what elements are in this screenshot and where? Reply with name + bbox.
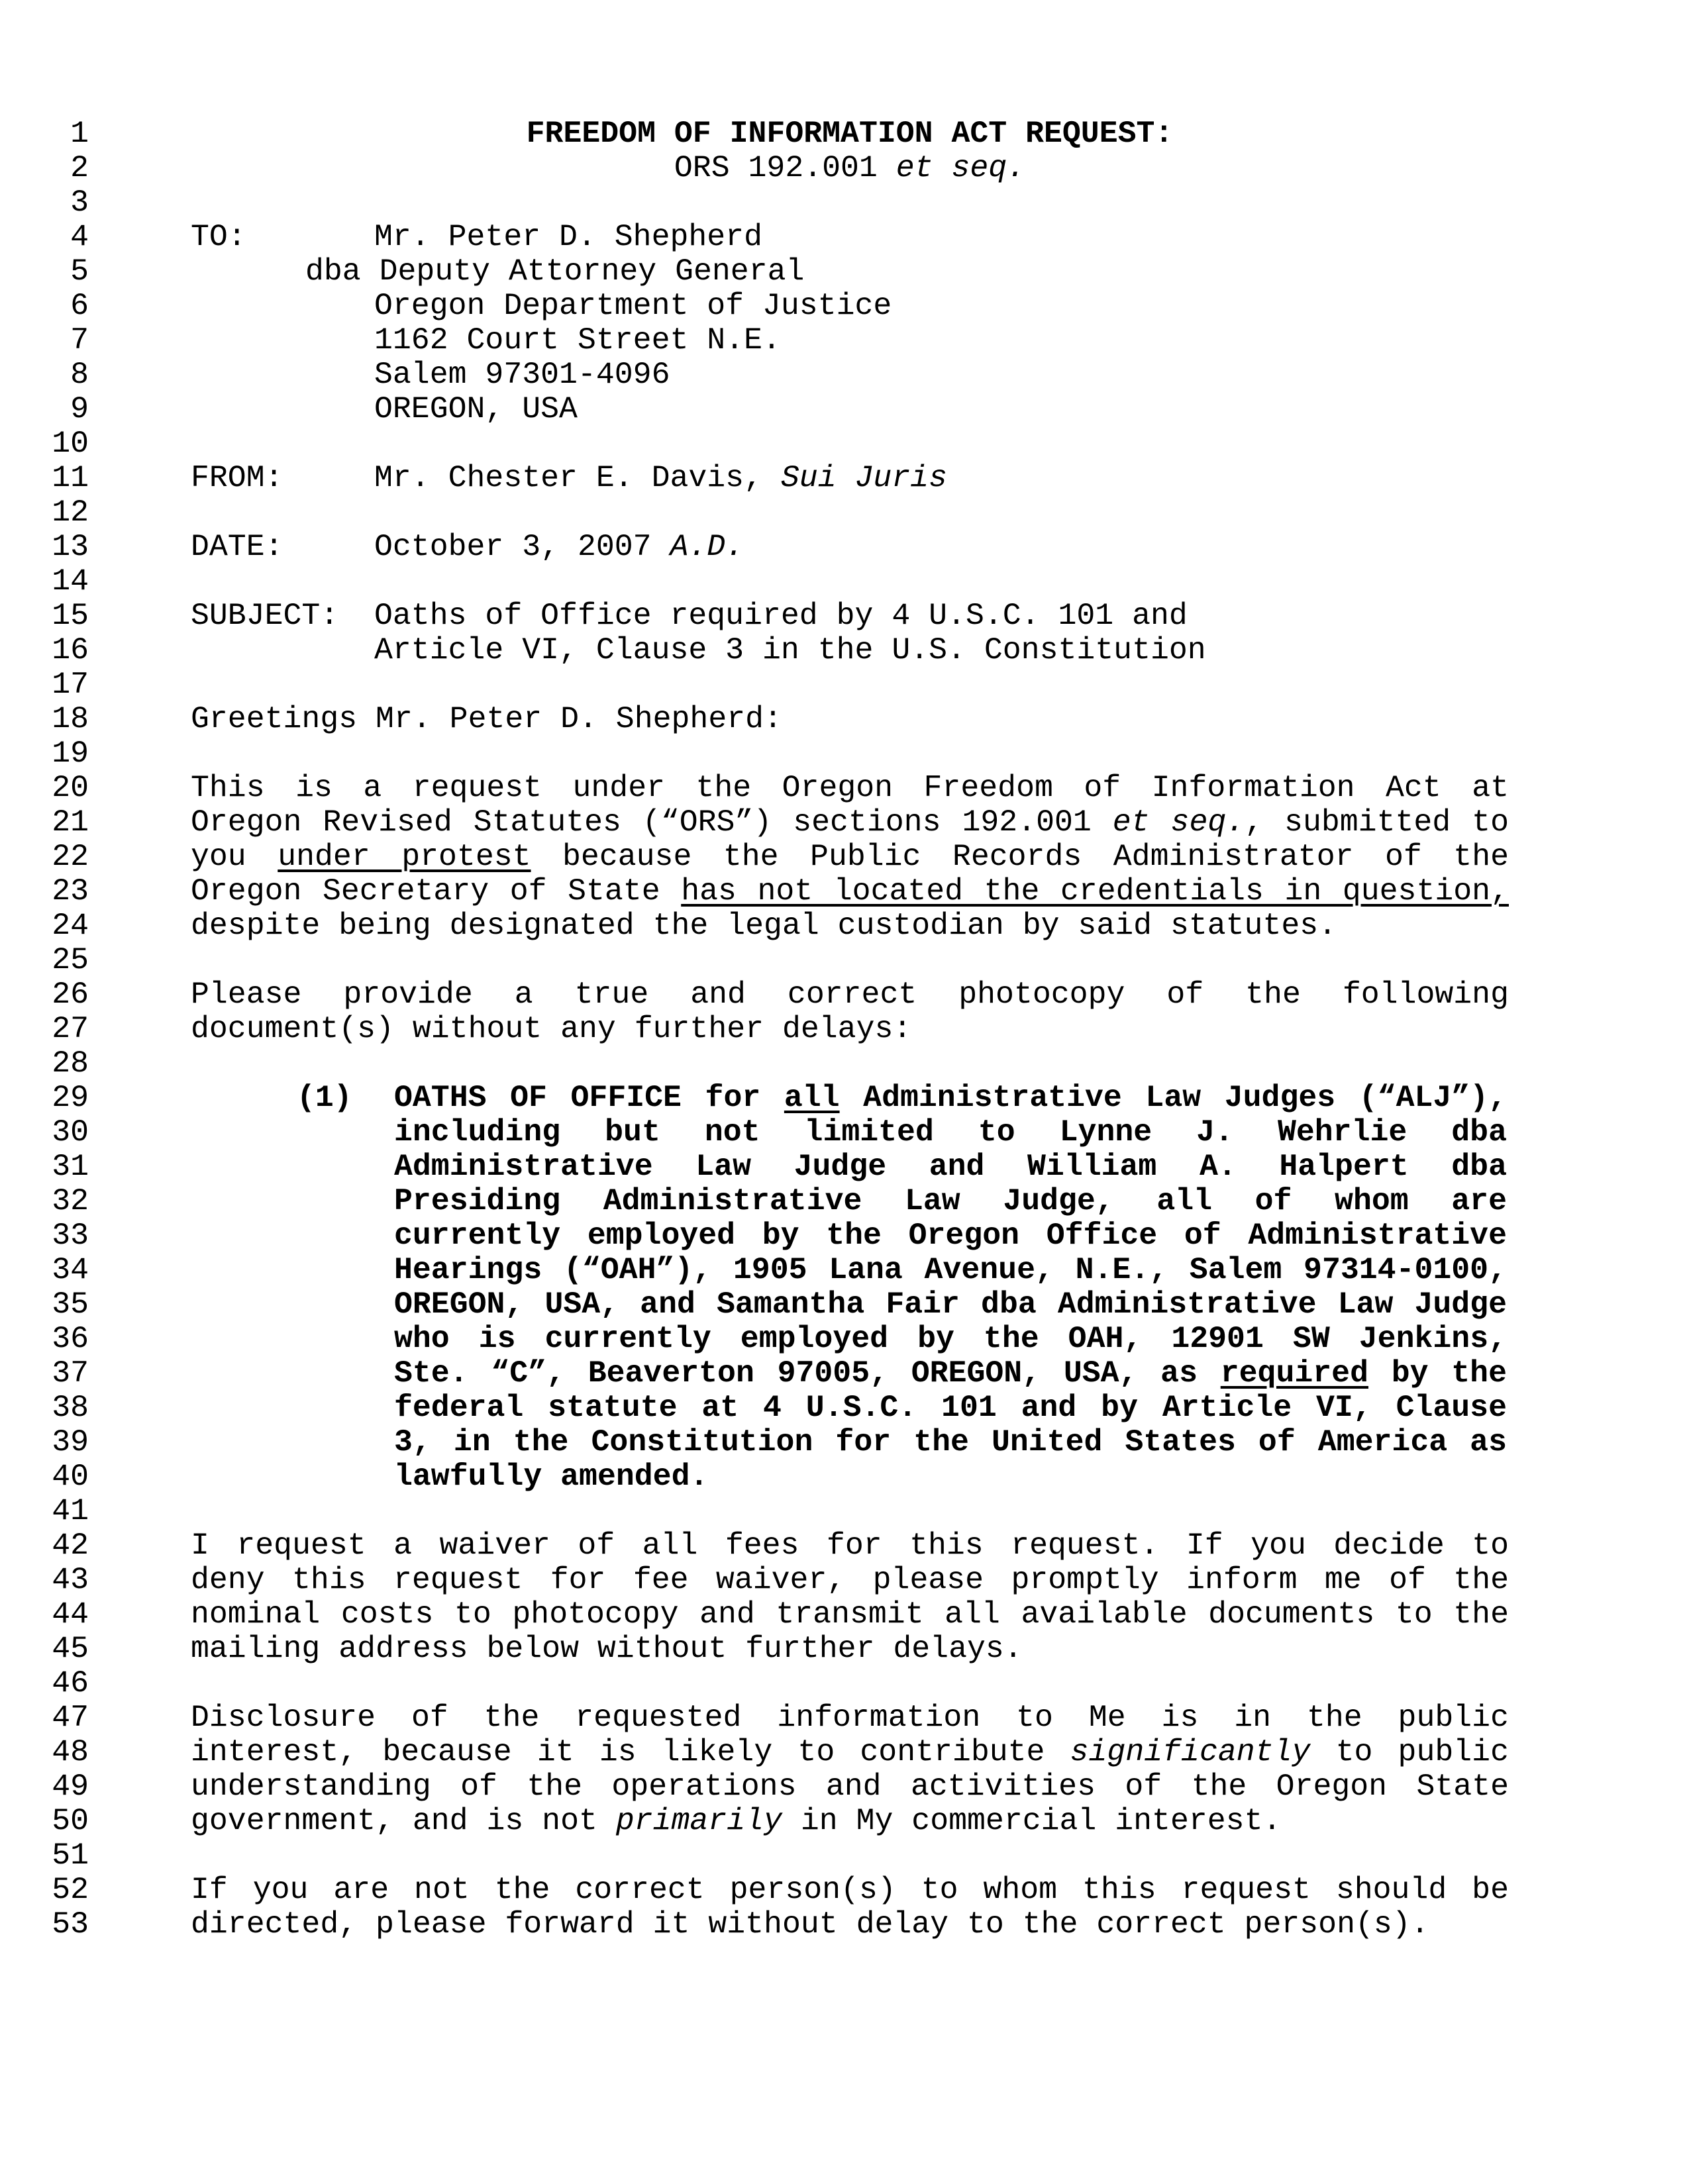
line-number: 12 (52, 495, 89, 530)
text-segment: Oregon Secretary of State (191, 873, 682, 909)
doc-line-50 (191, 1804, 1509, 1838)
subject-cont-row (374, 633, 1206, 668)
text-segment: I request a waiver of all fees for this request. If you decide to (191, 1528, 1509, 1563)
text-segment: directed, please forward it without delay to the correct person(s). (191, 1907, 1429, 1942)
doc-line-39 (394, 1425, 1507, 1460)
date-row (191, 530, 1509, 564)
doc-line-30 (394, 1115, 1507, 1150)
text-segment: Mr. Chester E. Davis, (374, 460, 781, 495)
line-number: 5 (70, 254, 89, 289)
line-number: 14 (52, 564, 89, 599)
line-number: 29 (52, 1080, 89, 1115)
field-label: SUBJECT: (191, 598, 339, 633)
line-number: 47 (52, 1700, 89, 1735)
text-segment: interest, because it is likely to contribute (191, 1734, 1070, 1769)
line-number: 43 (52, 1562, 89, 1597)
item-number: (1) (297, 1080, 352, 1115)
recipient-dba-row (305, 254, 804, 289)
text-segment: Oregon Revised Statutes (“ORS”) sections 192.001 (191, 805, 1113, 840)
line-number: 37 (52, 1356, 89, 1391)
italic-text: A.D. (670, 529, 744, 564)
line-number: 3 (70, 185, 89, 220)
text-segment: October 3, 2007 (374, 529, 670, 564)
field-label: TO: (191, 219, 246, 254)
text-segment: OREGON, USA (374, 391, 578, 426)
line-number: 21 (52, 805, 89, 840)
text-segment: mailing address below without further delays. (191, 1631, 1023, 1666)
text-segment: , submitted to (1245, 805, 1509, 840)
line-number: 35 (52, 1287, 89, 1322)
doc-line-24 (191, 909, 1509, 943)
text-segment: Oregon Department of Justice (374, 288, 892, 323)
line-number: 19 (52, 736, 89, 771)
text-segment: FREEDOM OF INFORMATION ACT REQUEST: (526, 116, 1174, 151)
doc-line-20 (191, 771, 1509, 805)
line-number: 40 (52, 1459, 89, 1494)
line-number: 22 (52, 839, 89, 874)
doc-line-26 (191, 977, 1509, 1012)
doc-line-53 (191, 1907, 1509, 1942)
doc-line-32 (394, 1184, 1507, 1218)
line-number: 27 (52, 1011, 89, 1046)
line-number: 24 (52, 908, 89, 943)
doc-line-45 (191, 1632, 1509, 1666)
line-number: 52 (52, 1872, 89, 1907)
underlined-text: under protest (278, 839, 531, 874)
text-segment: Greetings Mr. Peter D. Shepherd: (191, 701, 782, 736)
line-number: 15 (52, 598, 89, 633)
line-number: 48 (52, 1734, 89, 1769)
text-segment: by the (1368, 1356, 1507, 1391)
text-segment: Administrative Law Judge and William A. Halpert dba (394, 1149, 1507, 1184)
italic-text: et seq. (1112, 805, 1245, 840)
text-segment: Please provide a true and correct photocopy of the following (191, 977, 1509, 1012)
doc-line-31 (394, 1150, 1507, 1184)
doc-line-21 (191, 805, 1509, 840)
line-number: 28 (52, 1046, 89, 1081)
text-segment: OATHS OF OFFICE for (394, 1080, 784, 1115)
line-number: 7 (70, 323, 89, 358)
line-number: 53 (52, 1907, 89, 1942)
line-number: 42 (52, 1528, 89, 1563)
line-number: 46 (52, 1665, 89, 1701)
title-line (191, 117, 1509, 151)
text-segment: OREGON, USA, and Samantha Fair dba Administrative Law Judge (394, 1287, 1507, 1322)
text-segment: Ste. “C”, Beaverton 97005, OREGON, USA, as (394, 1356, 1221, 1391)
field-value (374, 220, 762, 254)
line-number: 17 (52, 667, 89, 702)
line-number: 36 (52, 1321, 89, 1356)
text-segment: Administrative Law Judges (“ALJ”), (839, 1080, 1507, 1115)
line-number: 38 (52, 1390, 89, 1425)
doc-line-33 (394, 1218, 1507, 1253)
line-number: 44 (52, 1597, 89, 1632)
text-segment: dba Deputy Attorney General (305, 254, 805, 289)
text-segment: federal statute at 4 U.S.C. 101 and by Article VI, Clause (394, 1390, 1507, 1425)
recipient-city-row (374, 358, 670, 392)
text-segment: you (191, 839, 278, 874)
doc-line-47 (191, 1701, 1509, 1735)
recipient-dept-row (374, 289, 892, 323)
text-segment: 3, in the Constitution for the United States of America as (394, 1424, 1507, 1460)
text-segment: document(s) without any further delays: (191, 1011, 912, 1046)
text-segment: deny this request for fee waiver, please promptly inform me of the (191, 1562, 1509, 1597)
line-number: 45 (52, 1631, 89, 1666)
doc-line-22 (191, 840, 1509, 874)
field-value (374, 530, 744, 564)
field-value (374, 461, 947, 495)
text-segment: If you are not the correct person(s) to whom this request should be (191, 1872, 1509, 1907)
text-segment: lawfully amended. (394, 1459, 709, 1494)
italic-text: Sui Juris (780, 460, 948, 495)
line-number: 32 (52, 1183, 89, 1218)
italic-text: significantly (1070, 1734, 1311, 1769)
doc-line-34 (394, 1253, 1507, 1287)
line-number: 11 (52, 460, 89, 495)
line-number: 13 (52, 529, 89, 564)
doc-line-36 (394, 1322, 1507, 1356)
line-number: 4 (70, 219, 89, 254)
line-number: 49 (52, 1769, 89, 1804)
salutation-row (191, 702, 1509, 736)
subject-row (191, 599, 1509, 633)
line-number: 34 (52, 1252, 89, 1287)
text-segment: Hearings (“OAH”), 1905 Lana Avenue, N.E., Salem 97314-0100, (394, 1252, 1507, 1287)
line-number: 30 (52, 1115, 89, 1150)
text-segment: ORS 192.001 (674, 150, 896, 185)
line-number: 26 (52, 977, 89, 1012)
doc-line-38 (394, 1391, 1507, 1425)
doc-line-27 (191, 1012, 1509, 1046)
line-number: 1 (70, 116, 89, 151)
field-value (374, 599, 1188, 633)
line-number: 33 (52, 1218, 89, 1253)
line-number: 51 (52, 1838, 89, 1873)
line-number: 9 (70, 391, 89, 426)
italic-text: primarily (615, 1803, 782, 1838)
text-segment: who is currently employed by the OAH, 12901 SW Jenkins, (394, 1321, 1507, 1356)
line-number: 18 (52, 701, 89, 736)
line-number: 41 (52, 1493, 89, 1528)
line-number: 6 (70, 288, 89, 323)
underlined-text: has not located the credentials in question, (681, 873, 1509, 909)
underlined-text: all (784, 1080, 840, 1115)
text-segment: This is a request under the Oregon Freedom of Information Act at (191, 770, 1509, 805)
doc-line-52 (191, 1873, 1509, 1907)
text-segment: to public (1310, 1734, 1509, 1769)
text-segment: Article VI, Clause 3 in the U.S. Constitution (374, 632, 1206, 668)
line-number: 39 (52, 1424, 89, 1460)
doc-line-23 (191, 874, 1509, 909)
text-segment: in My commercial interest. (782, 1803, 1282, 1838)
italic-text: et seq. (896, 150, 1026, 185)
subtitle-line (191, 151, 1509, 185)
text-segment: government, and is not (191, 1803, 616, 1838)
doc-line-43 (191, 1563, 1509, 1597)
line-number: 2 (70, 150, 89, 185)
field-label: FROM: (191, 460, 283, 495)
doc-line-42 (191, 1528, 1509, 1563)
line-number: 50 (52, 1803, 89, 1838)
line-number: 25 (52, 942, 89, 977)
doc-line-49 (191, 1769, 1509, 1804)
recipient-street-row (374, 323, 781, 358)
text-segment: because the Public Records Administrator of the (531, 839, 1509, 874)
line-number: 23 (52, 873, 89, 909)
doc-line-37 (394, 1356, 1507, 1391)
text-segment: Presiding Administrative Law Judge, all of whom are (394, 1183, 1507, 1218)
text-segment: 1162 Court Street N.E. (374, 323, 781, 358)
doc-line-35 (394, 1287, 1507, 1322)
text-segment: despite being designated the legal custodian by said statutes. (191, 908, 1337, 943)
line-number: 20 (52, 770, 89, 805)
doc-line-48 (191, 1735, 1509, 1769)
line-number: 16 (52, 632, 89, 668)
text-segment: understanding of the operations and activities of the Oregon State (191, 1769, 1509, 1804)
item-1-row (297, 1080, 1507, 1115)
text-segment: nominal costs to photocopy and transmit all available documents to the (191, 1597, 1509, 1632)
text-segment: currently employed by the Oregon Office of Administrative (394, 1218, 1507, 1253)
line-number: 8 (70, 357, 89, 392)
line-number: 31 (52, 1149, 89, 1184)
underlined-text: required (1220, 1356, 1368, 1391)
text-segment: Disclosure of the requested information to Me is in the public (191, 1700, 1509, 1735)
line-number: 10 (52, 426, 89, 461)
text-segment: Oaths of Office required by 4 U.S.C. 101 and (374, 598, 1188, 633)
from-row (191, 461, 1509, 495)
doc-line-44 (191, 1597, 1509, 1632)
to-row (191, 220, 1509, 254)
doc-line-40 (394, 1460, 1507, 1494)
text-segment: Salem 97301-4096 (374, 357, 670, 392)
text-segment: Mr. Peter D. Shepherd (374, 219, 762, 254)
recipient-country-row (374, 392, 578, 426)
field-label: DATE: (191, 529, 283, 564)
text-segment: including but not limited to Lynne J. Wehrlie dba (394, 1115, 1507, 1150)
